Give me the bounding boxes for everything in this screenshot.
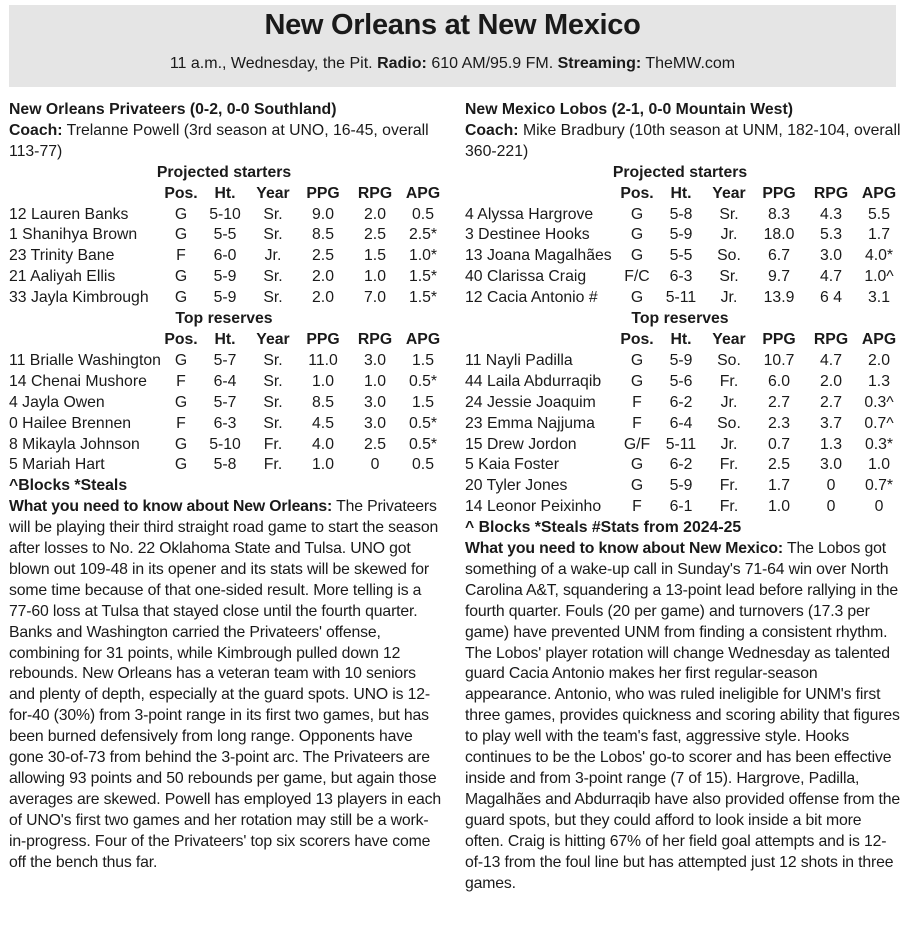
stat-ppg: 8.3 <box>768 205 790 223</box>
header-cell: Pos. <box>164 184 198 202</box>
stat-pos: G <box>630 477 644 495</box>
stat-pos: G <box>630 289 644 307</box>
header-cell: Year <box>256 330 290 348</box>
stat-yr: Fr. <box>263 435 283 453</box>
story-label: What you need to know about New Mexico: <box>465 540 784 558</box>
stat-ht: 6-0 <box>213 247 237 265</box>
stat-ppg: 1.0 <box>312 456 334 474</box>
player-row <box>9 455 445 476</box>
stat-apg: 0.3^ <box>864 393 894 411</box>
stat-yr: So. <box>717 414 741 432</box>
stat-yr: Sr. <box>263 372 283 390</box>
stat-apg: 0.7* <box>864 477 894 495</box>
player-name: 13 Joana Magalhães <box>465 247 612 265</box>
stat-ht: 5-9 <box>213 289 237 307</box>
player-row <box>465 455 901 476</box>
stat-apg: 0.5* <box>408 372 438 390</box>
stat-ppg: 0.7 <box>768 435 790 453</box>
player-name: 24 Jessie Joaquim <box>465 393 596 411</box>
story-paragraph <box>9 497 445 873</box>
reserves-body <box>9 351 445 476</box>
stat-yr: Fr. <box>719 456 739 474</box>
reserves-heading: Top reserves <box>175 310 273 328</box>
stat-yr: Jr. <box>720 289 738 307</box>
stat-ht: 5-7 <box>213 351 237 369</box>
stat-rpg: 3.0 <box>364 414 386 432</box>
player-name: 12 Lauren Banks <box>9 205 129 223</box>
coach-line <box>9 121 445 163</box>
stat-apg: 0.5 <box>412 205 434 223</box>
header-cell: Ht. <box>670 184 692 202</box>
player-name: 5 Mariah Hart <box>9 456 105 474</box>
player-row <box>9 393 445 414</box>
reserves-table <box>465 330 901 518</box>
stat-ht: 5-7 <box>213 393 237 411</box>
stat-ppg: 6.0 <box>768 372 790 390</box>
header-cell: PPG <box>306 330 340 348</box>
stat-apg: 1.5 <box>412 393 434 411</box>
new-mexico-column <box>465 100 901 894</box>
stat-notes: ^Blocks *Steals <box>9 477 128 495</box>
stat-ht: 5-11 <box>665 289 697 307</box>
player-row <box>465 393 901 414</box>
new-orleans-column <box>9 100 445 874</box>
header-cell <box>9 184 161 205</box>
header-cell: RPG <box>357 184 393 202</box>
header-cell: PPG <box>762 330 796 348</box>
stat-pos: G <box>174 351 188 369</box>
player-row <box>465 476 901 497</box>
stat-rpg: 5.3 <box>820 226 842 244</box>
stat-apg: 1.3 <box>868 372 890 390</box>
stat-apg: 1.5 <box>412 351 434 369</box>
page-title: New Orleans at New Mexico <box>264 9 641 41</box>
streaming-value: TheMW.com <box>645 55 736 72</box>
stat-apg: 5.5 <box>868 205 890 223</box>
player-name: 0 Hailee Brennen <box>9 414 132 432</box>
radio-label: Radio: <box>377 55 427 72</box>
stat-yr: Sr. <box>263 351 283 369</box>
stat-ht: 6-4 <box>669 414 693 432</box>
header-cell: Ht. <box>214 330 236 348</box>
player-name: 3 Destinee Hooks <box>465 226 590 244</box>
stat-rpg: 1.5 <box>364 247 386 265</box>
coach-value: Mike Bradbury (10th season at UNM, 182-104, overall 360-221) <box>465 121 901 160</box>
stat-ppg: 1.0 <box>768 498 790 516</box>
stat-ppg: 2.7 <box>768 393 790 411</box>
stat-apg: 0.5* <box>408 414 438 432</box>
stat-pos: G <box>174 435 188 453</box>
stat-yr: Fr. <box>719 498 739 516</box>
header-cell <box>9 330 161 351</box>
player-row <box>9 267 445 288</box>
table-header-row <box>9 184 445 205</box>
stat-rpg: 3.0 <box>820 456 842 474</box>
stat-rpg: 2.7 <box>820 393 842 411</box>
stat-pos: G <box>174 226 188 244</box>
player-name: 4 Jayla Owen <box>9 393 105 411</box>
player-name: 40 Clarissa Craig <box>465 268 587 286</box>
stat-rpg: 0 <box>370 456 380 474</box>
stat-pos: F <box>176 247 186 265</box>
reserves-heading: Top reserves <box>631 310 729 328</box>
header-cell: APG <box>861 184 897 202</box>
header-banner <box>9 5 896 87</box>
stat-apg: 2.5* <box>408 226 438 244</box>
stat-rpg: 2.0 <box>364 205 386 223</box>
stat-rpg: 2.5 <box>364 435 386 453</box>
player-name: 14 Chenai Mushore <box>9 372 147 390</box>
header-cell: Pos. <box>620 184 654 202</box>
reserves-table <box>9 330 445 476</box>
stat-ht: 5-6 <box>669 372 693 390</box>
stat-apg: 3.1 <box>868 289 890 307</box>
header-cell: PPG <box>306 184 340 202</box>
player-row <box>9 372 445 393</box>
stat-rpg: 0 <box>826 498 836 516</box>
stat-ppg: 1.7 <box>768 477 790 495</box>
stat-pos: G <box>630 205 644 223</box>
stat-ppg: 2.5 <box>768 456 790 474</box>
stat-rpg: 3.0 <box>364 393 386 411</box>
stat-pos: G <box>630 456 644 474</box>
stat-ppg: 2.3 <box>768 414 790 432</box>
starters-heading: Projected starters <box>612 163 748 181</box>
stat-apg: 0.3* <box>864 435 894 453</box>
stat-pos: G <box>630 372 644 390</box>
player-row <box>9 246 445 267</box>
stat-ht: 6-4 <box>213 372 237 390</box>
header-cell: Ht. <box>214 184 236 202</box>
stat-rpg: 3.0 <box>364 351 386 369</box>
team-name: New Orleans Privateers (0-2, 0-0 Southland) <box>9 101 337 118</box>
player-row <box>9 225 445 246</box>
player-row <box>465 497 901 518</box>
story-text: The Privateers will be playing their third straight road game to start the season after losses to No. 22 Oklahoma State and Tulsa. UNO got blown out 109-48 in its opener and its stats will be skewed for some time because of that one-sided result. More telling is a 77-60 loss at Tulsa that stayed close until the fourth quarter. Banks and Washington carried the Privateers' offense, combining for 31 points, while Kimbrough pulled down 12 rebounds. New Orleans has a veteran team with 10 seniors and plenty of depth, especially at the guard spots. UNO is 12-for-40 (30%) from 3-point range in its first two games, but has been burned defensively from long range. Opponents have gone 30-of-73 from behind the 3-point arc. The Privateers are allowing 93 points and 50 rebounds per game, but again those averages are skewed. Powell has employed 13 players in each of UNO's first two games and her rotation may still be a work-in-progress. Four of the Privateers' top six scorers have come off the bench thus far. <box>9 498 441 871</box>
player-row <box>9 435 445 456</box>
header-cell: Pos. <box>620 330 654 348</box>
stat-pos: F <box>632 393 642 411</box>
stat-rpg: 1.3 <box>820 435 842 453</box>
stat-pos: F <box>176 414 186 432</box>
stat-pos: F/C <box>624 268 650 286</box>
story-label: What you need to know about New Orleans: <box>9 498 333 516</box>
stat-ppg: 2.0 <box>312 268 334 286</box>
stat-rpg: 3.7 <box>820 414 842 432</box>
time-place: 11 a.m., Wednesday, the Pit. <box>169 55 373 72</box>
player-row <box>465 288 901 309</box>
stat-ppg: 11.0 <box>308 351 338 369</box>
player-row <box>465 372 901 393</box>
game-info-line <box>9 55 896 73</box>
player-row <box>465 267 901 288</box>
header-cell <box>465 184 617 205</box>
stat-yr: Jr. <box>264 247 282 265</box>
player-name: 23 Trinity Bane <box>9 247 115 265</box>
stat-ht: 5-10 <box>209 205 241 223</box>
stat-ppg: 4.5 <box>312 414 334 432</box>
stat-ppg: 13.9 <box>763 289 795 307</box>
player-row <box>465 225 901 246</box>
player-name: 14 Leonor Peixinho <box>465 498 602 516</box>
header-cell: APG <box>861 330 897 348</box>
stat-yr: Sr. <box>263 393 283 411</box>
stat-pos: F <box>176 372 186 390</box>
header-cell: Pos. <box>164 330 198 348</box>
stat-ppg: 9.0 <box>312 205 334 223</box>
table-header-row <box>465 184 901 205</box>
player-name: 11 Nayli Padilla <box>465 351 573 369</box>
starters-body <box>9 205 445 310</box>
player-row <box>9 288 445 309</box>
stat-ppg: 4.0 <box>312 435 334 453</box>
header-cell: APG <box>405 184 441 202</box>
stat-apg: 0.5* <box>408 435 438 453</box>
stat-apg: 2.0 <box>868 351 890 369</box>
stat-yr: So. <box>717 351 741 369</box>
player-name: 12 Cacia Antonio # <box>465 289 598 307</box>
header-cell: Year <box>712 330 746 348</box>
stat-apg: 0.7^ <box>864 414 894 432</box>
stat-pos: G <box>630 247 644 265</box>
stat-yr: Sr. <box>263 205 283 223</box>
stat-apg: 1.0^ <box>864 268 894 286</box>
stat-ht: 5-10 <box>209 435 241 453</box>
stat-apg: 0 <box>874 498 884 516</box>
stat-rpg: 3.0 <box>820 247 842 265</box>
stat-ht: 5-5 <box>213 226 237 244</box>
player-row <box>465 205 901 226</box>
starters-body <box>465 205 901 310</box>
stat-ppg: 1.0 <box>312 372 334 390</box>
player-row <box>9 205 445 226</box>
coach-label: Coach: <box>9 121 63 139</box>
player-name: 5 Kaia Foster <box>465 456 559 474</box>
stat-rpg: 2.0 <box>820 372 842 390</box>
stat-pos: G <box>630 351 644 369</box>
stat-ht: 5-9 <box>669 226 693 244</box>
player-row <box>9 414 445 435</box>
stat-pos: F <box>632 498 642 516</box>
stat-rpg: 4.7 <box>820 268 842 286</box>
stat-rpg: 1.0 <box>364 372 386 390</box>
stat-pos: G/F <box>623 435 651 453</box>
header-cell: RPG <box>813 184 849 202</box>
stat-apg: 1.0 <box>868 456 890 474</box>
table-header-row <box>9 330 445 351</box>
stat-yr: Sr. <box>719 205 739 223</box>
stat-rpg: 4.7 <box>820 351 842 369</box>
stat-ht: 5-8 <box>669 205 693 223</box>
stat-yr: So. <box>717 247 741 265</box>
player-name: 33 Jayla Kimbrough <box>9 289 149 307</box>
stat-yr: Sr. <box>263 414 283 432</box>
stat-pos: G <box>174 205 188 223</box>
header-cell: APG <box>405 330 441 348</box>
stat-ppg: 2.5 <box>312 247 334 265</box>
stat-ht: 6-2 <box>669 456 693 474</box>
stat-ppg: 10.7 <box>763 351 795 369</box>
coach-line <box>465 121 901 163</box>
stat-yr: Jr. <box>720 435 738 453</box>
team-name: New Mexico Lobos (2-1, 0-0 Mountain West) <box>465 101 793 118</box>
player-name: 15 Drew Jordon <box>465 435 577 453</box>
stat-yr: Jr. <box>720 226 738 244</box>
stat-pos: G <box>630 226 644 244</box>
player-name: 1 Shanihya Brown <box>9 226 138 244</box>
stat-pos: G <box>174 268 188 286</box>
header-cell: Year <box>712 184 746 202</box>
stat-apg: 4.0* <box>864 247 894 265</box>
stat-apg: 1.5* <box>408 289 438 307</box>
stat-ppg: 9.7 <box>768 268 790 286</box>
radio-value: 610 AM/95.9 FM. <box>431 55 554 72</box>
player-name: 44 Laila Abdurraqib <box>465 372 602 390</box>
stat-rpg: 1.0 <box>364 268 386 286</box>
story-text: The Lobos got something of a wake-up call in Sunday's 71-64 win over North Carolina A&T, squandering a 13-point lead before rallying in the fourth quarter. Fouls (20 per game) and turnovers (17.3 per game) have prevented UNM from finding a consistent rhythm. The Lobos' player rotation will change Wednesday as talented guard Cacia Antonio makes her first regular-season appearance. Antonio, who was ruled ineligible for UNM's first three games, provides quickness and scoring ability that figures to play well with the team's fast, aggressive style. Hooks continues to be the Lobos' go-to scorer and has been effective inside and from 3-point range (7 of 15). Hargrove, Padilla, Magalhães and Abdurraqib have also provided offense from the guard spots, but they could afford to look inside a bit more often. Craig is hitting 67% of her field goal attempts and is 12-of-13 from the foul line but has attempted just 12 shots in three games. <box>465 540 901 892</box>
stat-pos: G <box>174 289 188 307</box>
stat-ht: 6-3 <box>669 268 693 286</box>
stat-yr: Sr. <box>719 268 739 286</box>
player-row <box>465 246 901 267</box>
stat-ht: 6-1 <box>669 498 693 516</box>
stat-ht: 6-3 <box>213 414 237 432</box>
streaming-label: Streaming: <box>557 55 642 72</box>
stat-yr: Fr. <box>719 372 739 390</box>
stat-yr: Jr. <box>720 393 738 411</box>
stat-ppg: 18.0 <box>763 226 795 244</box>
header-cell <box>465 330 617 351</box>
stat-ht: 5-9 <box>213 268 237 286</box>
stat-rpg: 2.5 <box>364 226 386 244</box>
stat-pos: G <box>174 456 188 474</box>
player-row <box>465 435 901 456</box>
stat-yr: Fr. <box>719 477 739 495</box>
starters-table <box>9 184 445 309</box>
stat-apg: 1.0* <box>408 247 438 265</box>
player-name: 8 Mikayla Johnson <box>9 435 140 453</box>
stat-yr: Sr. <box>263 226 283 244</box>
header-cell: PPG <box>762 184 796 202</box>
coach-label: Coach: <box>465 121 519 139</box>
stat-apg: 0.5 <box>412 456 434 474</box>
player-row <box>9 351 445 372</box>
stat-ht: 5-5 <box>669 247 693 265</box>
header-cell: Year <box>256 184 290 202</box>
stat-ht: 5-9 <box>669 351 693 369</box>
stat-ppg: 8.5 <box>312 393 334 411</box>
stat-notes: ^ Blocks *Steals #Stats from 2024-25 <box>465 519 742 537</box>
header-cell: RPG <box>357 330 393 348</box>
stat-ppg: 8.5 <box>312 226 334 244</box>
stat-ppg: 6.7 <box>768 247 790 265</box>
player-row <box>465 414 901 435</box>
header-cell: Ht. <box>670 330 692 348</box>
stat-yr: Fr. <box>263 456 283 474</box>
player-name: 11 Brialle Washington <box>9 351 161 369</box>
coach-value: Trelanne Powell (3rd season at UNO, 16-45, overall 113-77) <box>9 121 429 160</box>
story-paragraph <box>465 539 901 894</box>
player-name: 20 Tyler Jones <box>465 477 568 495</box>
starters-table <box>465 184 901 309</box>
stat-rpg: 4.3 <box>820 205 842 223</box>
player-row <box>465 351 901 372</box>
header-cell: RPG <box>813 330 849 348</box>
stat-ht: 5-11 <box>665 435 697 453</box>
reserves-body <box>465 351 901 518</box>
stat-ppg: 2.0 <box>312 289 334 307</box>
stat-ht: 5-9 <box>669 477 693 495</box>
stat-apg: 1.5* <box>408 268 438 286</box>
stat-ht: 5-8 <box>213 456 237 474</box>
stat-pos: F <box>632 414 642 432</box>
player-name: 4 Alyssa Hargrove <box>465 205 594 223</box>
table-header-row <box>465 330 901 351</box>
stat-rpg: 7.0 <box>364 289 386 307</box>
stat-rpg: 6 4 <box>820 289 842 307</box>
stat-yr: Sr. <box>263 289 283 307</box>
stat-ht: 6-2 <box>669 393 693 411</box>
stat-yr: Sr. <box>263 268 283 286</box>
stat-rpg: 0 <box>826 477 836 495</box>
stat-apg: 1.7 <box>868 226 890 244</box>
starters-heading: Projected starters <box>156 163 292 181</box>
player-name: 21 Aaliyah Ellis <box>9 268 116 286</box>
player-name: 23 Emma Najjuma <box>465 414 595 432</box>
stat-pos: G <box>174 393 188 411</box>
